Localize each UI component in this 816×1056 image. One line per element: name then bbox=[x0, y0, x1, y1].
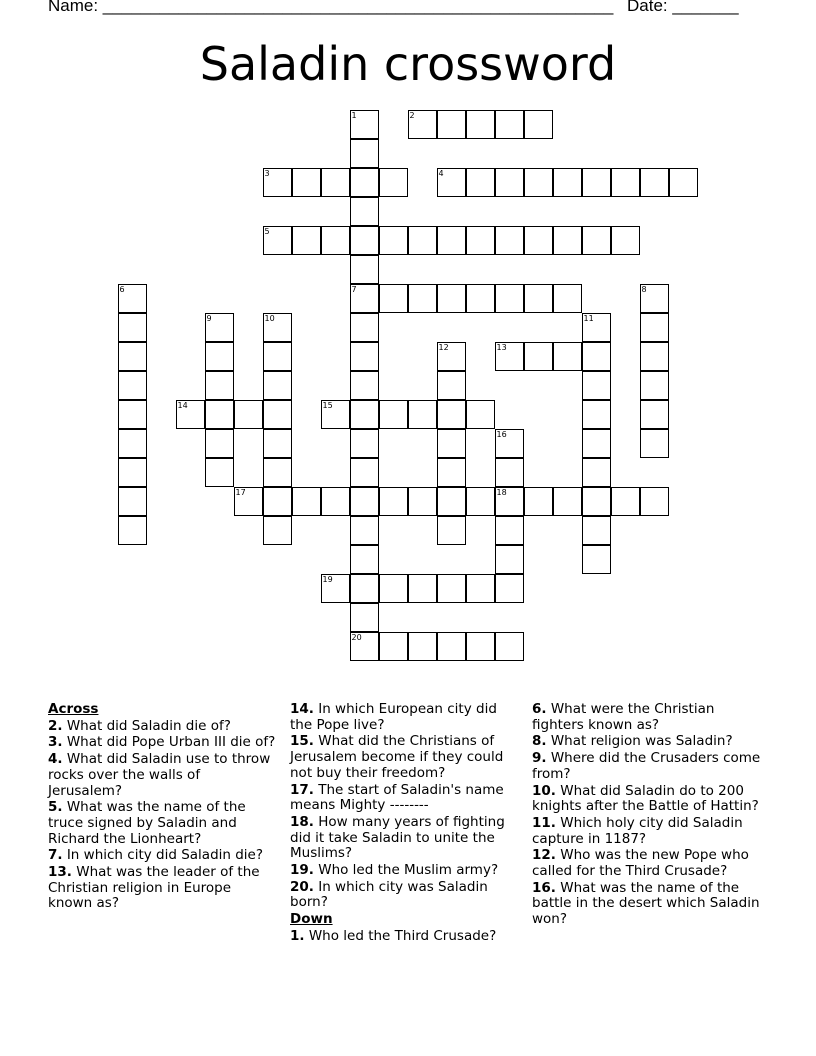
grid-cell[interactable] bbox=[118, 458, 147, 487]
clue-across-3: 3. What did Pope Urban III die of? bbox=[48, 734, 276, 751]
grid-cell[interactable] bbox=[118, 400, 147, 429]
clues-column-3 bbox=[532, 702, 768, 929]
grid-cell[interactable] bbox=[350, 603, 379, 632]
grid-cell[interactable] bbox=[234, 487, 263, 516]
grid-cell[interactable] bbox=[611, 487, 640, 516]
grid-cell[interactable] bbox=[466, 487, 495, 516]
grid-cell[interactable] bbox=[611, 226, 640, 255]
grid-cell[interactable] bbox=[350, 516, 379, 545]
clue-across-18: 18. How many years of fighting did it take Saladin to unite the Muslims? bbox=[290, 813, 505, 862]
grid-cell[interactable] bbox=[350, 313, 379, 342]
clue-across-7: 7. In which city did Saladin die? bbox=[48, 847, 264, 864]
grid-cell[interactable] bbox=[437, 516, 466, 545]
grid-cell[interactable] bbox=[524, 342, 553, 371]
grid-cell[interactable] bbox=[640, 371, 669, 400]
grid-cell[interactable] bbox=[350, 574, 379, 603]
grid-cell[interactable] bbox=[495, 284, 524, 313]
grid-cell[interactable] bbox=[408, 284, 437, 313]
grid-cell[interactable] bbox=[379, 168, 408, 197]
grid-cell[interactable] bbox=[263, 429, 292, 458]
grid-cell[interactable] bbox=[582, 545, 611, 574]
grid-cell[interactable] bbox=[466, 632, 495, 661]
grid-cell[interactable] bbox=[466, 226, 495, 255]
clue-number: 20 bbox=[351, 632, 362, 642]
grid-cell[interactable] bbox=[582, 516, 611, 545]
clue-down-6: 6. What were the Christian fighters known as? bbox=[532, 701, 715, 733]
grid-cell[interactable] bbox=[350, 400, 379, 429]
clue-number: 7 bbox=[351, 284, 357, 294]
grid-cell[interactable] bbox=[205, 458, 234, 487]
grid-cell[interactable] bbox=[640, 400, 669, 429]
grid-cell[interactable] bbox=[466, 110, 495, 139]
clue-number: 18 bbox=[496, 487, 507, 497]
grid-cell[interactable] bbox=[379, 400, 408, 429]
grid-cell[interactable] bbox=[408, 226, 437, 255]
clue-number: 4 bbox=[438, 168, 444, 178]
grid-cell[interactable] bbox=[379, 487, 408, 516]
clue-down-16: 16. What was the name of the battle in the desert which Saladin won? bbox=[532, 879, 760, 928]
grid-cell[interactable] bbox=[118, 429, 147, 458]
grid-cell[interactable] bbox=[263, 487, 292, 516]
grid-cell[interactable] bbox=[263, 342, 292, 371]
clue-number: 15 bbox=[322, 400, 333, 410]
grid-cell[interactable] bbox=[350, 632, 379, 661]
grid-cell[interactable] bbox=[582, 226, 611, 255]
grid-cell[interactable] bbox=[205, 400, 234, 429]
grid-cell[interactable] bbox=[408, 487, 437, 516]
grid-cell[interactable] bbox=[495, 545, 524, 574]
grid-cell[interactable] bbox=[234, 400, 263, 429]
grid-cell[interactable] bbox=[350, 110, 379, 139]
grid-cell[interactable] bbox=[640, 313, 669, 342]
grid-cell[interactable] bbox=[321, 168, 350, 197]
grid-cell[interactable] bbox=[379, 226, 408, 255]
grid-cell[interactable] bbox=[437, 632, 466, 661]
clue-down-8: 8. What religion was Saladin? bbox=[532, 733, 733, 750]
grid-cell[interactable] bbox=[582, 487, 611, 516]
clue-across-2: 2. What did Saladin die of? bbox=[48, 717, 231, 734]
grid-cell[interactable] bbox=[408, 400, 437, 429]
clues-column-1 bbox=[48, 702, 276, 913]
grid-cell[interactable] bbox=[350, 168, 379, 197]
grid-cell[interactable] bbox=[379, 632, 408, 661]
grid-cell[interactable] bbox=[640, 429, 669, 458]
grid-cell[interactable] bbox=[437, 226, 466, 255]
clue-number: 13 bbox=[496, 342, 507, 352]
clue-number: 8 bbox=[641, 284, 647, 294]
grid-cell[interactable] bbox=[437, 110, 466, 139]
grid-cell[interactable] bbox=[118, 284, 147, 313]
grid-cell[interactable] bbox=[350, 487, 379, 516]
grid-cell[interactable] bbox=[379, 284, 408, 313]
grid-cell[interactable] bbox=[379, 574, 408, 603]
clue-down-12: 12. Who was the new Pope who called for the Third Crusade? bbox=[532, 847, 749, 880]
grid-cell[interactable] bbox=[495, 516, 524, 545]
grid-cell[interactable] bbox=[292, 168, 321, 197]
grid-cell[interactable] bbox=[524, 110, 553, 139]
grid-cell[interactable] bbox=[408, 632, 437, 661]
clue-number: 1 bbox=[351, 110, 357, 120]
grid-cell[interactable] bbox=[263, 313, 292, 342]
grid-cell[interactable] bbox=[524, 168, 553, 197]
grid-cell[interactable] bbox=[669, 168, 698, 197]
grid-cell[interactable] bbox=[321, 487, 350, 516]
grid-cell[interactable] bbox=[582, 458, 611, 487]
grid-cell[interactable] bbox=[582, 342, 611, 371]
clue-across-13: 13. What was the leader of the Christian religion in Europe known as? bbox=[48, 864, 260, 912]
grid-cell[interactable] bbox=[466, 284, 495, 313]
clue-number: 11 bbox=[583, 313, 594, 323]
grid-cell[interactable] bbox=[350, 284, 379, 313]
grid-cell[interactable] bbox=[466, 400, 495, 429]
grid-cell[interactable] bbox=[437, 429, 466, 458]
grid-cell[interactable] bbox=[495, 632, 524, 661]
grid-cell[interactable] bbox=[640, 342, 669, 371]
clues-column-2 bbox=[290, 702, 520, 946]
grid-cell[interactable] bbox=[205, 371, 234, 400]
clue-number: 17 bbox=[235, 487, 246, 497]
date-field-label: Date: _______ bbox=[627, 0, 739, 15]
clue-across-5: 5. What was the name of the truce signed by Saladin and Richard the Lionheart? bbox=[48, 799, 246, 847]
grid-cell[interactable] bbox=[495, 168, 524, 197]
grid-cell[interactable] bbox=[495, 429, 524, 458]
grid-cell[interactable] bbox=[437, 400, 466, 429]
grid-cell[interactable] bbox=[582, 313, 611, 342]
grid-cell[interactable] bbox=[437, 371, 466, 400]
page-title: Saladin crossword bbox=[199, 37, 617, 91]
grid-cell[interactable] bbox=[611, 168, 640, 197]
grid-cell[interactable] bbox=[350, 458, 379, 487]
grid-cell[interactable] bbox=[263, 226, 292, 255]
grid-cell[interactable] bbox=[263, 516, 292, 545]
clue-number: 12 bbox=[438, 342, 449, 352]
clue-down-1: 1. Who led the Third Crusade? bbox=[290, 927, 497, 944]
clue-across-14: 14. In which European city did the Pope live? bbox=[290, 701, 497, 733]
grid-cell[interactable] bbox=[263, 371, 292, 400]
grid-cell[interactable] bbox=[582, 400, 611, 429]
down-heading: Down bbox=[290, 911, 333, 928]
grid-cell[interactable] bbox=[495, 226, 524, 255]
grid-cell[interactable] bbox=[524, 487, 553, 516]
clue-across-4: 4. What did Saladin use to throw rocks over the walls of Jerusalem? bbox=[48, 751, 271, 799]
grid-cell[interactable] bbox=[553, 342, 582, 371]
clue-across-20: 20. In which city was Saladin born? bbox=[290, 878, 488, 911]
across-heading: Across bbox=[48, 701, 99, 717]
grid-cell[interactable] bbox=[582, 371, 611, 400]
grid-cell[interactable] bbox=[582, 168, 611, 197]
grid-cell[interactable] bbox=[495, 574, 524, 603]
grid-cell[interactable] bbox=[640, 284, 669, 313]
grid-cell[interactable] bbox=[205, 342, 234, 371]
grid-cell[interactable] bbox=[466, 168, 495, 197]
grid-cell[interactable] bbox=[176, 400, 205, 429]
grid-cell[interactable] bbox=[640, 487, 669, 516]
grid-cell[interactable] bbox=[524, 226, 553, 255]
grid-cell[interactable] bbox=[640, 168, 669, 197]
clue-down-11: 11. Which holy city did Saladin capture in 1187? bbox=[532, 814, 743, 847]
grid-cell[interactable] bbox=[437, 574, 466, 603]
grid-cell[interactable] bbox=[350, 342, 379, 371]
grid-cell[interactable] bbox=[466, 574, 495, 603]
clue-down-9: 9. Where did the Crusaders come from? bbox=[532, 750, 761, 782]
clue-number: 3 bbox=[264, 168, 270, 178]
grid-cell[interactable] bbox=[118, 516, 147, 545]
grid-cell[interactable] bbox=[321, 400, 350, 429]
grid-cell[interactable] bbox=[350, 139, 379, 168]
grid-cell[interactable] bbox=[408, 574, 437, 603]
grid-cell[interactable] bbox=[292, 226, 321, 255]
clue-number: 5 bbox=[264, 226, 270, 236]
grid-cell[interactable] bbox=[495, 458, 524, 487]
grid-cell[interactable] bbox=[495, 342, 524, 371]
grid-cell[interactable] bbox=[205, 313, 234, 342]
grid-cell[interactable] bbox=[582, 429, 611, 458]
grid-cell[interactable] bbox=[321, 574, 350, 603]
grid-cell[interactable] bbox=[118, 487, 147, 516]
name-field-label: Name: ______________________________________________________ bbox=[48, 0, 614, 15]
grid-cell[interactable] bbox=[350, 197, 379, 226]
grid-cell[interactable] bbox=[553, 168, 582, 197]
grid-cell[interactable] bbox=[437, 342, 466, 371]
grid-cell[interactable] bbox=[437, 284, 466, 313]
clue-number: 6 bbox=[119, 284, 125, 294]
grid-cell[interactable] bbox=[350, 226, 379, 255]
grid-cell[interactable] bbox=[321, 226, 350, 255]
grid-cell[interactable] bbox=[553, 226, 582, 255]
clue-across-17: 17. The start of Saladin's name means Mighty -------- bbox=[290, 781, 504, 814]
grid-cell[interactable] bbox=[553, 487, 582, 516]
grid-cell[interactable] bbox=[437, 487, 466, 516]
clue-number: 2 bbox=[409, 110, 415, 120]
grid-cell[interactable] bbox=[350, 255, 379, 284]
clue-number: 10 bbox=[264, 313, 275, 323]
grid-cell[interactable] bbox=[524, 284, 553, 313]
grid-cell[interactable] bbox=[118, 371, 147, 400]
grid-cell[interactable] bbox=[205, 429, 234, 458]
grid-cell[interactable] bbox=[350, 545, 379, 574]
grid-cell[interactable] bbox=[408, 110, 437, 139]
grid-cell[interactable] bbox=[350, 371, 379, 400]
clue-number: 16 bbox=[496, 429, 507, 439]
grid-cell[interactable] bbox=[118, 313, 147, 342]
grid-cell[interactable] bbox=[263, 458, 292, 487]
grid-cell[interactable] bbox=[350, 429, 379, 458]
clue-number: 19 bbox=[322, 574, 333, 584]
clue-number: 14 bbox=[177, 400, 188, 410]
clue-number: 9 bbox=[206, 313, 212, 323]
grid-cell[interactable] bbox=[495, 110, 524, 139]
clue-across-19: 19. Who led the Muslim army? bbox=[290, 862, 499, 879]
clue-down-10: 10. What did Saladin do to 200 knights after the Battle of Hattin? bbox=[532, 782, 759, 815]
grid-cell[interactable] bbox=[263, 400, 292, 429]
grid-cell[interactable] bbox=[553, 284, 582, 313]
grid-cell[interactable] bbox=[263, 168, 292, 197]
grid-cell[interactable] bbox=[118, 342, 147, 371]
clue-across-15: 15. What did the Christians of Jerusalem become if they could not buy their freedom? bbox=[290, 733, 504, 781]
grid-cell[interactable] bbox=[437, 458, 466, 487]
grid-cell[interactable] bbox=[495, 487, 524, 516]
grid-cell[interactable] bbox=[292, 487, 321, 516]
grid-cell[interactable] bbox=[437, 168, 466, 197]
